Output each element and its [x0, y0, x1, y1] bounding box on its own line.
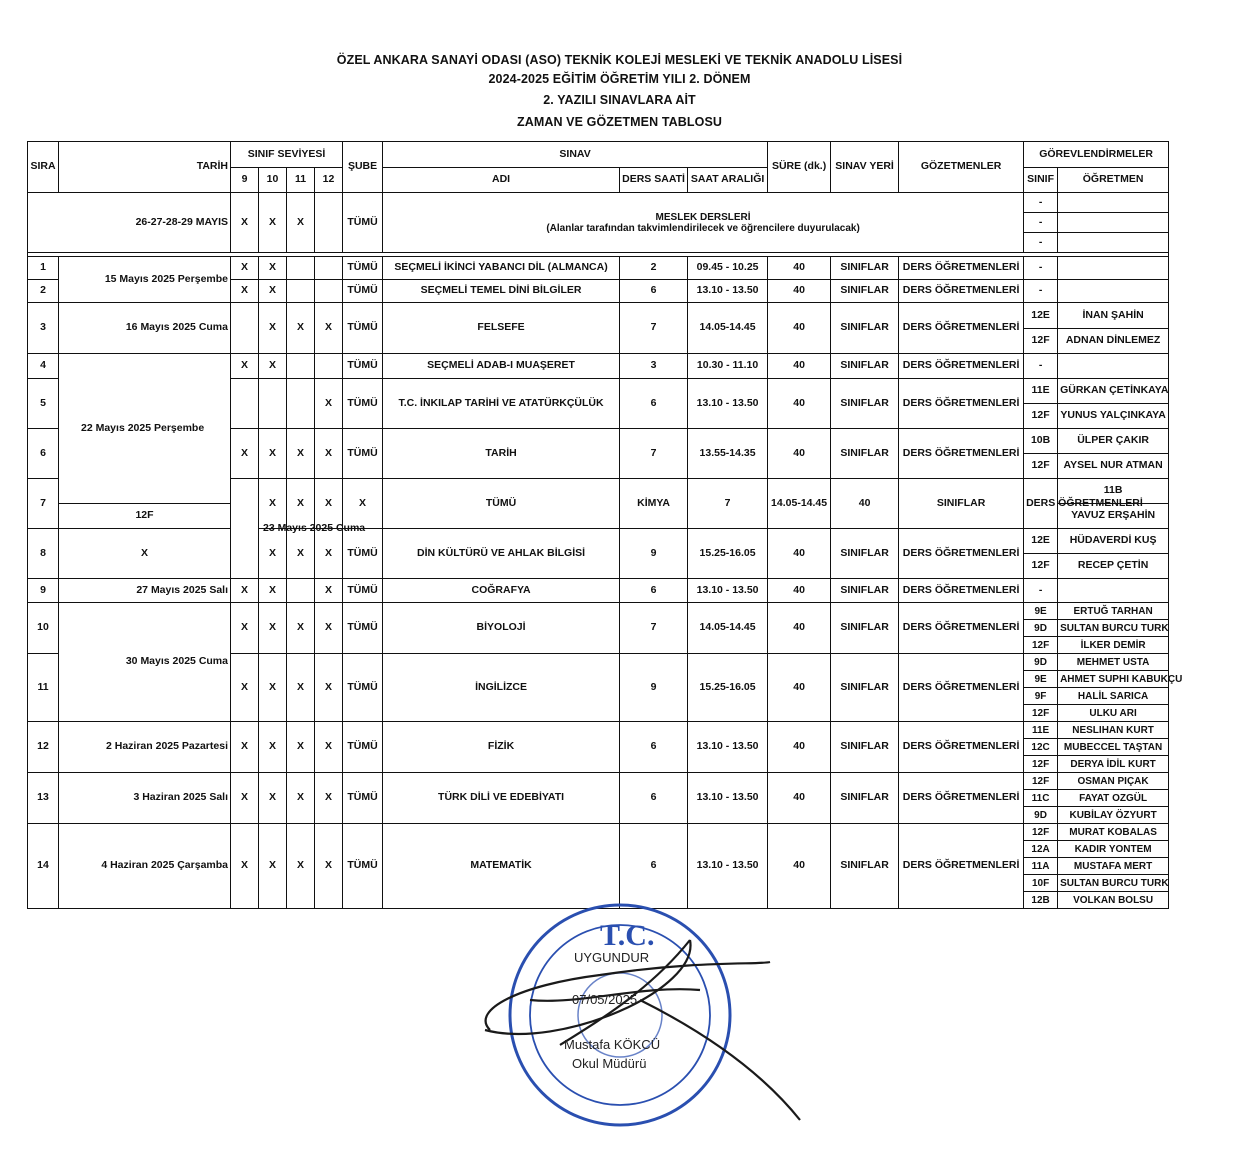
row-lv9: X: [231, 280, 259, 303]
assign-sinif: 10B: [1024, 429, 1058, 454]
row-yer: SINIFLAR: [831, 280, 899, 303]
row-sube: TÜMÜ: [343, 824, 383, 909]
row-exam-name: SEÇMELİ TEMEL DİNİ BİLGİLER: [383, 280, 620, 303]
col-sinav: SINAV: [383, 142, 768, 168]
row-ders-saati: 9: [620, 654, 688, 722]
assign-sinif: 12F: [1024, 554, 1058, 579]
row-ders-saati: 6: [620, 722, 688, 773]
row-ders-saati: 9: [620, 529, 688, 579]
col-sinif: SINIF: [1024, 168, 1058, 193]
row-sure: 40: [768, 773, 831, 824]
row-lv9: X: [231, 429, 259, 479]
row-lv11: X: [287, 303, 315, 354]
assign-ogretmen: MEHMET USTA: [1058, 654, 1169, 671]
assign-sinif: 10F: [1024, 875, 1058, 892]
assign-sinif: 11B: [1058, 479, 1169, 504]
assign-sinif: 9E: [1024, 671, 1058, 688]
row-exam-name: SEÇMELİ ADAB-I MUAŞERET: [383, 354, 620, 379]
row-lv10: X: [259, 773, 287, 824]
row-lv12: X: [315, 303, 343, 354]
row-ders-saati: 6: [620, 773, 688, 824]
assign-ogretmen: MURAT KOBALAS: [1058, 824, 1169, 841]
row-lv9: X: [231, 654, 259, 722]
row-exam-name: DİN KÜLTÜRÜ VE AHLAK BİLGİSİ: [383, 529, 620, 579]
row-lv10: X: [259, 579, 287, 603]
row-sube: TÜMÜ: [343, 354, 383, 379]
col-tarih: TARİH: [59, 142, 231, 193]
assign-sinif: 12A: [1024, 841, 1058, 858]
assign-ogretmen: AHMET SUPHI KABUKÇU: [1058, 671, 1169, 688]
approval-title: Okul Müdürü: [572, 1056, 647, 1071]
row-lv11: X: [287, 429, 315, 479]
assign-ogretmen: İLKER DEMİR: [1058, 637, 1169, 654]
row-saat: 13.10 - 13.50: [688, 379, 768, 429]
row-lv11: X: [287, 603, 315, 654]
row-lv10: X: [259, 303, 287, 354]
row-saat: 10.30 - 11.10: [688, 354, 768, 379]
row-exam-name: BİYOLOJİ: [383, 603, 620, 654]
row-sira: 12: [28, 722, 59, 773]
assign-sinif: 12E: [1024, 303, 1058, 329]
row-lv10: X: [259, 354, 287, 379]
row-lv9: X: [231, 579, 259, 603]
row-sube: TÜMÜ: [343, 280, 383, 303]
assign-sinif: 12F: [59, 504, 231, 529]
assign-sinif: 12F: [1024, 329, 1058, 354]
row-sube: TÜMÜ: [343, 303, 383, 354]
assign-sinif: 9D: [1024, 807, 1058, 824]
col-lv9: 9: [231, 168, 259, 193]
assign-ogretmen: KUBİLAY ÖZYURT: [1058, 807, 1169, 824]
row-lv10: X: [259, 722, 287, 773]
meslek-lv11: X: [287, 193, 315, 253]
assign-sinif: -: [1024, 280, 1058, 303]
assign-sinif: -: [1024, 579, 1058, 603]
row-exam-name: TÜRK DİLİ VE EDEBİYATI: [383, 773, 620, 824]
row-sube: TÜMÜ: [343, 603, 383, 654]
row-lv11: X: [287, 722, 315, 773]
row-yer: SINIFLAR: [831, 824, 899, 909]
row-saat: 15.25-16.05: [688, 529, 768, 579]
col-adi: ADI: [383, 168, 620, 193]
meslek-title: MESLEK DERSLERİ: [655, 211, 751, 223]
meslek-sube: TÜMÜ: [343, 193, 383, 253]
assign-sinif: 12B: [1024, 892, 1058, 909]
row-lv9: X: [231, 722, 259, 773]
assign-ogretmen: MUBECCEL TAŞTAN: [1058, 739, 1169, 756]
assign-ogretmen: ÜLPER ÇAKIR: [1058, 429, 1169, 454]
row-saat: 09.45 - 10.25: [688, 257, 768, 280]
assign-ogretmen: ADNAN DİNLEMEZ: [1058, 329, 1169, 354]
row-sube: TÜMÜ: [343, 579, 383, 603]
meslek-dash: -: [1024, 233, 1058, 253]
row-lv11: X: [287, 824, 315, 909]
row-ders-saati: 6: [620, 280, 688, 303]
row-lv9: X: [59, 529, 231, 579]
col-lv11: 11: [287, 168, 315, 193]
row-ders-saati: 6: [620, 579, 688, 603]
row-exam-name: İNGİLİZCE: [383, 654, 620, 722]
row-ders-saati: 2: [620, 257, 688, 280]
row-yer: SINIFLAR: [831, 654, 899, 722]
row-lv12: X: [315, 579, 343, 603]
assign-sinif: -: [1024, 354, 1058, 379]
assign-sinif: -: [1024, 257, 1058, 280]
row-lv12: X: [315, 429, 343, 479]
meslek-lv9: X: [231, 193, 259, 253]
row-lv11: X: [287, 529, 315, 579]
row-sira: 13: [28, 773, 59, 824]
row-sube: TÜMÜ: [343, 379, 383, 429]
col-sinif-seviyesi: SINIF SEVİYESİ: [231, 142, 343, 168]
assign-ogretmen: YAVUZ ERŞAHİN: [1058, 504, 1169, 529]
meslek-dash: -: [1024, 213, 1058, 233]
row-yer: SINIFLAR: [831, 603, 899, 654]
row-sira: 10: [28, 603, 59, 654]
row-date: 16 Mayıs 2025 Cuma: [59, 303, 231, 354]
row-lv11: X: [315, 479, 343, 529]
col-ogretmen: ÖĞRETMEN: [1058, 168, 1169, 193]
assign-sinif: 9D: [1024, 620, 1058, 637]
row-lv9: X: [231, 773, 259, 824]
table-title: ZAMAN VE GÖZETMEN TABLOSU: [516, 115, 723, 129]
assign-sinif: 11A: [1024, 858, 1058, 875]
row-gozetmen: DERS ÖĞRETMENLERİ: [899, 579, 1024, 603]
row-saat: 13.10 - 13.50: [688, 579, 768, 603]
row-lv9: X: [231, 257, 259, 280]
row-sira: 9: [28, 579, 59, 603]
approval-date: 07/05/2025: [572, 992, 638, 1007]
row-lv10: X: [259, 429, 287, 479]
assign-sinif: 12F: [1024, 404, 1058, 429]
row-sube: TÜMÜ: [343, 429, 383, 479]
row-lv12: X: [343, 479, 383, 529]
row-yer: SINIFLAR: [831, 354, 899, 379]
row-ders-saati: 7: [688, 479, 768, 529]
row-yer: SINIFLAR: [831, 257, 899, 280]
row-ders-saati: 6: [620, 824, 688, 909]
row-lv10: X: [259, 654, 287, 722]
col-gozetmenler: GÖZETMENLER: [899, 142, 1024, 193]
row-lv12: X: [315, 529, 343, 579]
school-name: ÖZEL ANKARA SANAYİ ODASI (ASO) TEKNİK KOLEJİ MESLEKİ VE TEKNİK ANADOLU LİSESİ: [336, 53, 903, 67]
approval-uygundur: UYGUNDUR: [574, 950, 650, 965]
row-lv9: X: [231, 824, 259, 909]
signature-scribble: [485, 940, 800, 1120]
approval-name: Mustafa KÖKCÜ: [564, 1037, 661, 1052]
assign-ogretmen: HALİL SARICA: [1058, 688, 1169, 705]
row-sube: TÜMÜ: [343, 773, 383, 824]
academic-term: 2024-2025 EĞİTİM ÖĞRETİM YILI 2. DÖNEM: [488, 72, 751, 86]
row-lv12: X: [315, 773, 343, 824]
row-lv9: X: [231, 603, 259, 654]
assign-sinif: 12F: [1024, 454, 1058, 479]
row-lv10: X: [287, 479, 315, 529]
meslek-lv10: X: [259, 193, 287, 253]
row-sube: TÜMÜ: [343, 722, 383, 773]
col-sinav-yeri: SINAV YERİ: [831, 142, 899, 193]
row-sira: 2: [28, 280, 59, 303]
row-saat: 13.10 - 13.50: [688, 280, 768, 303]
row-sira: 5: [28, 379, 59, 429]
row-date: 4 Haziran 2025 Çarşamba: [59, 824, 231, 909]
row-lv10: X: [259, 280, 287, 303]
row-exam-name: COĞRAFYA: [383, 579, 620, 603]
row-gozetmen: DERS ÖĞRETMENLERİ: [899, 429, 1024, 479]
row-saat: 14.05-14.45: [688, 603, 768, 654]
row-lv12: X: [315, 722, 343, 773]
row-sure: 40: [768, 429, 831, 479]
assign-sinif: 11E: [1024, 722, 1058, 739]
row-yer: SINIFLAR: [831, 579, 899, 603]
meslek-note: (Alanlar tarafından takvimlendirilecek ve öğrencilere duyurulacak): [546, 222, 860, 234]
assign-ogretmen: ERTUĞ TARHAN: [1058, 603, 1169, 620]
row-ders-saati: 3: [620, 354, 688, 379]
exam-title: 2. YAZILI SINAVLARA AİT: [543, 93, 696, 107]
row-ders-saati: 7: [620, 429, 688, 479]
row-saat: 13.10 - 13.50: [688, 722, 768, 773]
row-lv10: X: [259, 824, 287, 909]
assign-ogretmen: DERYA İDİL KURT: [1058, 756, 1169, 773]
assign-ogretmen: KADIR YONTEM: [1058, 841, 1169, 858]
row-sure: 40: [768, 579, 831, 603]
row-gozetmen: DERS ÖĞRETMENLERİ: [899, 824, 1024, 909]
assign-sinif: 9E: [1024, 603, 1058, 620]
assign-sinif: 12F: [1024, 773, 1058, 790]
row-sube: TÜMÜ: [343, 654, 383, 722]
col-saat-araligi: SAAT ARALIĞI: [688, 168, 768, 193]
row-exam-name: SEÇMELİ İKİNCİ YABANCI DİL (ALMANCA): [383, 257, 620, 280]
row-yer: SINIFLAR: [831, 773, 899, 824]
row-exam-name: FELSEFE: [383, 303, 620, 354]
row-sube: TÜMÜ: [343, 257, 383, 280]
row-exam-name: TARİH: [383, 429, 620, 479]
row-lv10: X: [259, 603, 287, 654]
row-sira: 11: [28, 654, 59, 722]
row-saat: 13.10 - 13.50: [688, 773, 768, 824]
row-exam-name: T.C. İNKILAP TARİHİ VE ATATÜRKÇÜLÜK: [383, 379, 620, 429]
row-gozetmen: DERS ÖĞRETMENLERİ: [899, 773, 1024, 824]
row-sure: 40: [768, 722, 831, 773]
row-date: 15 Mayıs 2025 Perşembe: [59, 257, 231, 303]
col-lv12: 12: [315, 168, 343, 193]
assign-sinif: 12C: [1024, 739, 1058, 756]
row-lv9: X: [231, 354, 259, 379]
row-gozetmen: DERS ÖĞRETMENLERİ: [899, 280, 1024, 303]
assign-ogretmen: AYSEL NUR ATMAN: [1058, 454, 1169, 479]
assign-ogretmen: OSMAN PIÇAK: [1058, 773, 1169, 790]
row-yer: SINIFLAR: [899, 479, 1024, 529]
row-exam-name: MATEMATİK: [383, 824, 620, 909]
row-lv12: X: [315, 654, 343, 722]
assign-sinif: 11E: [1024, 379, 1058, 404]
col-ders-saati: DERS SAATİ: [620, 168, 688, 193]
row-sure: 40: [768, 824, 831, 909]
row-saat: 14.05-14.45: [688, 303, 768, 354]
row-sure: 40: [831, 479, 899, 529]
row-gozetmen: DERS ÖĞRETMENLERİ: [899, 379, 1024, 429]
meslek-dash: -: [1024, 193, 1058, 213]
assign-sinif: 11C: [1024, 790, 1058, 807]
assign-ogretmen: VOLKAN BOLSU: [1058, 892, 1169, 909]
meslek-tarih: 26-27-28-29 MAYIS: [28, 193, 231, 253]
assign-ogretmen: İNAN ŞAHİN: [1058, 303, 1169, 329]
assign-sinif: 12E: [1024, 529, 1058, 554]
row-sira: 7: [28, 479, 59, 529]
row-lv12: X: [315, 824, 343, 909]
row-saat: 15.25-16.05: [688, 654, 768, 722]
assign-ogretmen: SULTAN BURCU TURK: [1058, 620, 1169, 637]
row-date: 23 Mayıs 2025 Cuma: [231, 479, 259, 579]
assign-sinif: 12F: [1024, 824, 1058, 841]
assign-ogretmen: NESLIHAN KURT: [1058, 722, 1169, 739]
row-sube: TÜMÜ: [383, 479, 620, 529]
row-ders-saati: 6: [620, 379, 688, 429]
row-date: 22 Mayıs 2025 Perşembe: [59, 354, 231, 504]
row-gozetmen: DERS ÖĞRETMENLERİ: [1024, 479, 1058, 529]
row-yer: SINIFLAR: [831, 529, 899, 579]
row-gozetmen: DERS ÖĞRETMENLERİ: [899, 257, 1024, 280]
row-lv12: X: [315, 603, 343, 654]
row-sure: 40: [768, 257, 831, 280]
assign-ogretmen: YUNUS YALÇINKAYA: [1058, 404, 1169, 429]
row-ders-saati: 7: [620, 303, 688, 354]
col-sube: ŞUBE: [343, 142, 383, 193]
row-saat: 13.55-14.35: [688, 429, 768, 479]
row-sira: 14: [28, 824, 59, 909]
row-yer: SINIFLAR: [831, 429, 899, 479]
assign-ogretmen: MUSTAFA MERT: [1058, 858, 1169, 875]
col-gorevlendirmeler: GÖREVLENDİRMELER: [1024, 142, 1169, 168]
row-date: 3 Haziran 2025 Salı: [59, 773, 231, 824]
row-exam-name: KİMYA: [620, 479, 688, 529]
assign-sinif: 9F: [1024, 688, 1058, 705]
col-lv10: 10: [259, 168, 287, 193]
row-sira: 6: [28, 429, 59, 479]
assign-sinif: 12F: [1024, 637, 1058, 654]
row-sure: 40: [768, 529, 831, 579]
row-sube: TÜMÜ: [343, 529, 383, 579]
col-sira: SIRA: [28, 142, 59, 193]
assign-ogretmen: ULKU ARI: [1058, 705, 1169, 722]
assign-ogretmen: HÜDAVERDİ KUŞ: [1058, 529, 1169, 554]
row-ders-saati: 7: [620, 603, 688, 654]
row-date: 2 Haziran 2025 Pazartesi: [59, 722, 231, 773]
row-sure: 40: [768, 654, 831, 722]
row-date: 30 Mayıs 2025 Cuma: [59, 603, 231, 722]
row-lv10: X: [259, 529, 287, 579]
row-sure: 40: [768, 354, 831, 379]
row-gozetmen: DERS ÖĞRETMENLERİ: [899, 303, 1024, 354]
row-lv10: X: [259, 257, 287, 280]
assign-ogretmen: FAYAT OZGÜL: [1058, 790, 1169, 807]
assign-sinif: 12F: [1024, 705, 1058, 722]
row-sira: 3: [28, 303, 59, 354]
row-sira: 1: [28, 257, 59, 280]
row-lv9: X: [259, 479, 287, 529]
assign-sinif: 9D: [1024, 654, 1058, 671]
row-gozetmen: DERS ÖĞRETMENLERİ: [899, 722, 1024, 773]
row-gozetmen: DERS ÖĞRETMENLERİ: [899, 603, 1024, 654]
row-yer: SINIFLAR: [831, 379, 899, 429]
row-saat: 14.05-14.45: [768, 479, 831, 529]
row-sira: 8: [28, 529, 59, 579]
row-lv11: X: [287, 773, 315, 824]
row-exam-name: FİZİK: [383, 722, 620, 773]
assign-ogretmen: GÜRKAN ÇETİNKAYA: [1058, 379, 1169, 404]
row-sure: 40: [768, 603, 831, 654]
row-gozetmen: DERS ÖĞRETMENLERİ: [899, 654, 1024, 722]
row-sira: 4: [28, 354, 59, 379]
row-gozetmen: DERS ÖĞRETMENLERİ: [899, 529, 1024, 579]
row-sure: 40: [768, 379, 831, 429]
row-saat: 13.10 - 13.50: [688, 824, 768, 909]
row-gozetmen: DERS ÖĞRETMENLERİ: [899, 354, 1024, 379]
row-yer: SINIFLAR: [831, 303, 899, 354]
row-date: 27 Mayıs 2025 Salı: [59, 579, 231, 603]
assign-sinif: 12F: [1024, 756, 1058, 773]
row-sure: 40: [768, 303, 831, 354]
row-sure: 40: [768, 280, 831, 303]
row-yer: SINIFLAR: [831, 722, 899, 773]
assign-ogretmen: SULTAN BURCU TURK: [1058, 875, 1169, 892]
stamp-tc-text: T.C.: [600, 919, 655, 952]
row-lv12: X: [315, 379, 343, 429]
col-sure: SÜRE (dk.): [768, 142, 831, 193]
row-lv11: X: [287, 654, 315, 722]
assign-ogretmen: RECEP ÇETİN: [1058, 554, 1169, 579]
